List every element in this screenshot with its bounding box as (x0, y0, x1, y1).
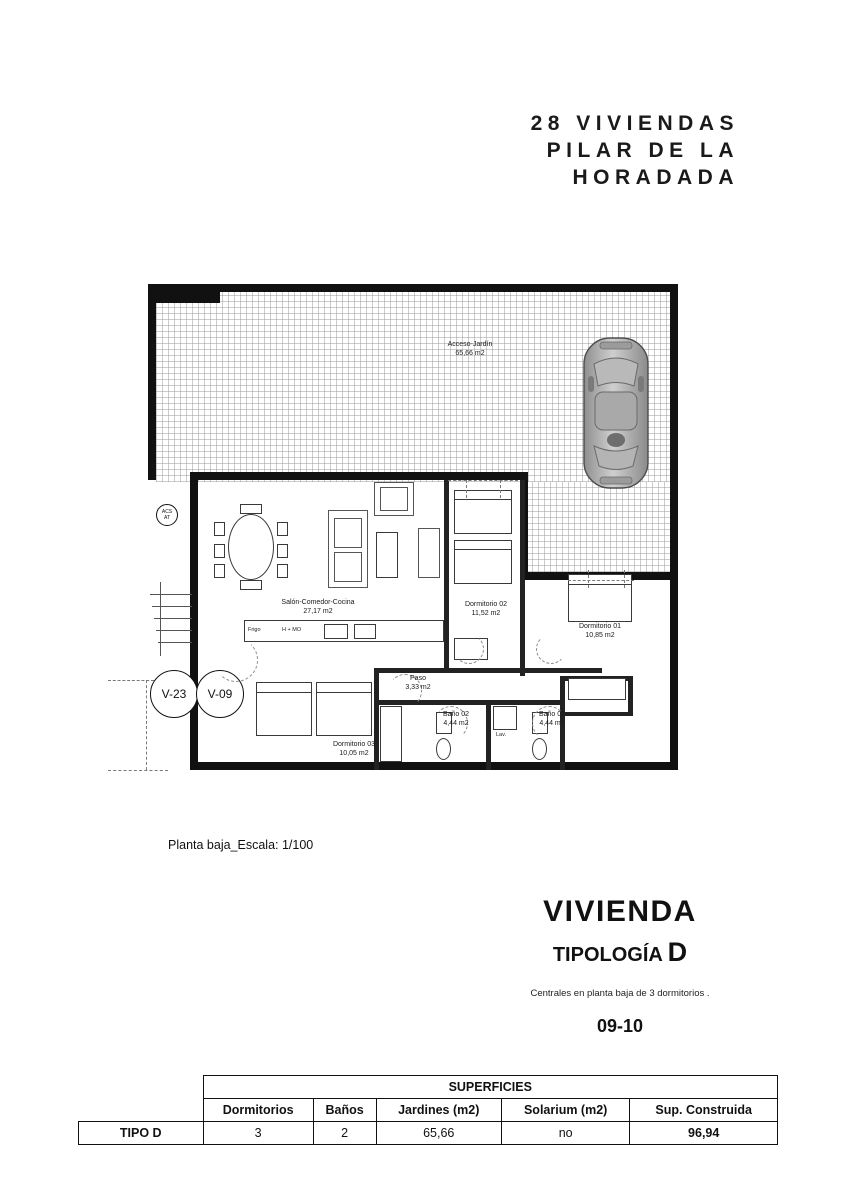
column-header-banos: Baños (313, 1099, 376, 1122)
column-header-sup-construida: Sup. Construida (630, 1099, 778, 1122)
unit-tag-v09: V-09 (196, 670, 244, 718)
plot-boundary-dash (146, 680, 147, 770)
chair (277, 522, 288, 536)
coffee-table (376, 532, 398, 578)
wall-dwelling-bottom (190, 762, 678, 770)
room-label-salon (258, 598, 378, 616)
room-area: 4,44 m2 (539, 720, 565, 727)
bed-pillow (454, 490, 512, 500)
room-label-bano-02 (426, 710, 486, 728)
wall-between-bathrooms (486, 702, 491, 770)
plot-boundary-dash (108, 680, 154, 681)
toilet-bath01 (532, 738, 547, 760)
wall-paso-right (444, 668, 566, 673)
wall-plot-right (670, 284, 678, 580)
typology-label: TIPOLOGÍA (552, 944, 663, 966)
dwelling-title: VIVIENDA (543, 895, 697, 928)
stair-step (156, 630, 192, 631)
terrace-dash (448, 480, 518, 481)
acs-tag (156, 504, 178, 526)
room-label-dormitorio-03 (314, 740, 394, 758)
room-label-acceso-jardin (420, 340, 520, 358)
wall-closet-bed01 (628, 676, 633, 716)
oven-microwave-label: H + MO (282, 627, 302, 633)
stair-rail (160, 582, 161, 656)
terrace-dash (624, 570, 625, 588)
terrace-dash (500, 480, 501, 498)
stair-step (158, 642, 192, 643)
typology-letter: D (667, 937, 688, 967)
room-name: Dormitorio 03 (332, 741, 375, 748)
room-area: 4,44 m2 (443, 720, 469, 727)
surfaces-table (78, 1075, 778, 1145)
stair-step (150, 594, 192, 595)
wall-plot-top (148, 284, 678, 292)
header-line-3: HORADADA (572, 166, 739, 189)
washbasin-laundry (493, 706, 517, 730)
unit-tag-v23: V-23 (150, 670, 198, 718)
table-row-column-headers (79, 1099, 778, 1122)
room-label-dormitorio-01 (560, 622, 640, 640)
cell-dormitorios: 3 (203, 1122, 313, 1145)
floor-plan-drawing (148, 282, 678, 774)
room-area: 27,17 m2 (303, 608, 333, 615)
row-label-tipo-d: TIPO D (79, 1122, 204, 1145)
wall-plot-left-upper (148, 284, 156, 480)
laundry-label: Lav. (496, 732, 506, 738)
plot-boundary-dash (108, 770, 168, 771)
column-header-jardines: Jardines (m2) (376, 1099, 501, 1122)
group-header-cell: SUPERFICIES (203, 1076, 778, 1099)
room-label-bano-01 (522, 710, 582, 728)
table-row-group-header (79, 1076, 778, 1099)
room-name: Salón-Comedor-Cocina (281, 599, 355, 606)
cell-banos: 2 (313, 1122, 376, 1145)
room-area: 10,05 m2 (339, 750, 369, 757)
room-name: Acceso-Jardín (447, 341, 493, 348)
room-name: Baño 01 (538, 711, 566, 718)
typology-description: Centrales en planta baja de 3 dormitorios . (530, 988, 710, 999)
wall-interior-bed02-bed01 (520, 480, 525, 676)
empty-corner-cell-2 (79, 1099, 204, 1122)
room-area: 11,52 m2 (471, 610, 501, 617)
project-header (531, 110, 739, 191)
fridge-label: Frigo (248, 627, 261, 633)
room-area: 10,85 m2 (585, 632, 615, 639)
room-name: Dormitorio 01 (578, 623, 621, 630)
room-name: Dormitorio 02 (464, 601, 507, 608)
car-illustration (580, 334, 652, 492)
header-line-1: 28 VIVIENDAS (530, 112, 739, 135)
column-header-dormitorios: Dormitorios (203, 1099, 313, 1122)
wall-corridor-top (374, 668, 452, 673)
room-area: 3,33 m2 (405, 684, 431, 691)
armchair-seat (380, 487, 408, 511)
title-block (420, 895, 820, 1037)
sofa-cushion (334, 552, 362, 582)
chair (240, 504, 262, 514)
acs-tag-label: ACS (161, 509, 173, 515)
chair (277, 564, 288, 578)
stair-step (152, 606, 192, 607)
wall-hall-right (560, 668, 602, 673)
cell-sup-construida: 96,94 (630, 1122, 778, 1145)
chair (240, 580, 262, 590)
garden-hatch-area-right (520, 482, 676, 578)
chair (277, 544, 288, 558)
wall-dwelling-left (190, 472, 198, 770)
sofa-cushion (334, 518, 362, 548)
unit-code: 09-10 (596, 1016, 644, 1036)
room-name: Baño 02 (442, 711, 470, 718)
terrace-dash (588, 570, 589, 588)
acs-tag-sublabel: AT (163, 515, 171, 521)
wall-interior-living-bed02 (444, 480, 449, 672)
room-name: Paso (410, 675, 426, 682)
wall-dwelling-right (670, 572, 678, 770)
scale-caption: Planta baja_Escala: 1/100 (168, 838, 314, 852)
typology-line (420, 937, 820, 968)
door-arc (454, 634, 484, 664)
chair (214, 564, 225, 578)
room-label-dormitorio-02 (446, 600, 526, 618)
wall-dwelling-top (190, 472, 520, 480)
toilet-bath02 (436, 738, 451, 760)
door-arc (214, 638, 258, 682)
armchair-side (418, 528, 440, 578)
room-label-paso (388, 674, 448, 692)
terrace-dash (466, 480, 467, 498)
wall-block-top-left (156, 292, 220, 303)
table-row (79, 1122, 778, 1145)
chair (214, 544, 225, 558)
header-line-2: PILAR DE LA (546, 139, 739, 162)
hob (354, 624, 376, 639)
bed-pillow (256, 682, 312, 693)
wardrobe-bed01 (568, 678, 626, 700)
dining-table (228, 514, 274, 580)
room-area: 65,66 m2 (455, 350, 485, 357)
column-header-solarium: Solarium (m2) (501, 1099, 629, 1122)
bed-pillow (454, 540, 512, 550)
bed-pillow (316, 682, 372, 693)
empty-corner-cell (79, 1076, 204, 1099)
surfaces-table-wrapper (78, 1075, 778, 1145)
chair (214, 522, 225, 536)
sink (324, 624, 348, 639)
cell-jardines: 65,66 (376, 1122, 501, 1145)
cell-solarium: no (501, 1122, 629, 1145)
